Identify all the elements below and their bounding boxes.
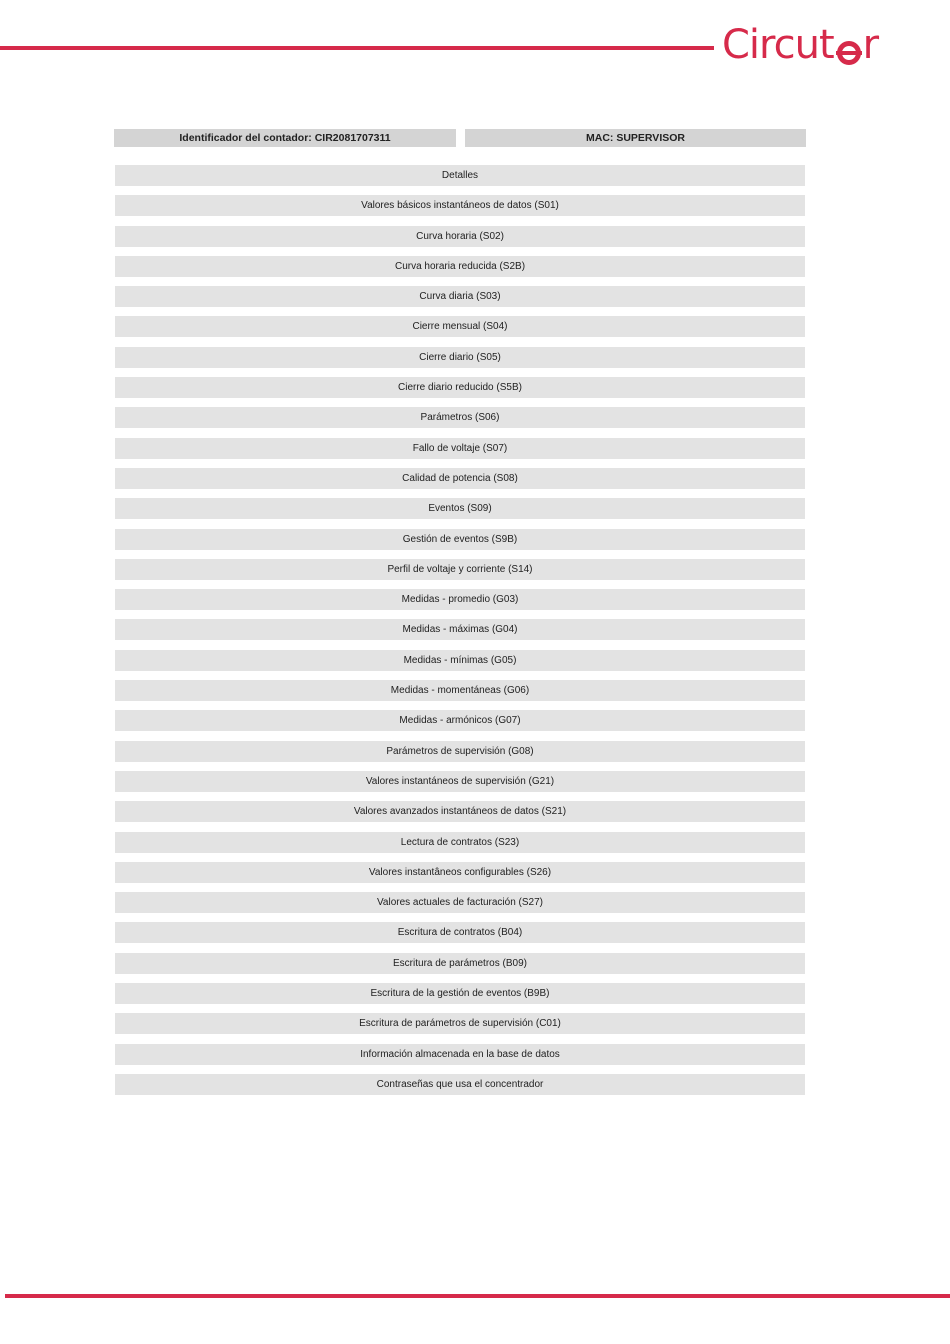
meter-info-header — [114, 129, 806, 147]
menu-item-g05[interactable]: Medidas - mínimas (G05) — [115, 650, 805, 671]
menu-item-s9b[interactable]: Gestión de eventos (S9B) — [115, 529, 805, 550]
menu-item-s05[interactable]: Cierre diario (S05) — [115, 347, 805, 368]
menu-item-s04[interactable]: Cierre mensual (S04) — [115, 316, 805, 337]
menu-item-s21[interactable]: Valores avanzados instantáneos de datos (S21) — [115, 801, 805, 822]
menu-item-s03[interactable]: Curva diaria (S03) — [115, 286, 805, 307]
meter-id-label: Identificador del contador: CIR2081707311 — [114, 129, 456, 147]
logo-text-right: r — [862, 22, 879, 68]
menu-item-g06[interactable]: Medidas - momentáneas (G06) — [115, 680, 805, 701]
menu-item-passwords[interactable]: Contraseñas que usa el concentrador — [115, 1074, 805, 1095]
menu-item-c01[interactable]: Escritura de parámetros de supervisión (C01) — [115, 1013, 805, 1034]
menu-item-s06[interactable]: Parámetros (S06) — [115, 407, 805, 428]
header-accent-line — [0, 46, 714, 50]
menu-item-s2b[interactable]: Curva horaria reducida (S2B) — [115, 256, 805, 277]
menu-item-s26[interactable]: Valores instantâneos configurables (S26) — [115, 862, 805, 883]
menu-item-g08[interactable]: Parámetros de supervisión (G08) — [115, 741, 805, 762]
menu-item-s09[interactable]: Eventos (S09) — [115, 498, 805, 519]
section-menu — [115, 165, 805, 1104]
circutor-logo — [722, 22, 878, 68]
logo-text-left: Circut — [722, 22, 834, 68]
menu-item-s08[interactable]: Calidad de potencia (S08) — [115, 468, 805, 489]
logo-ring-icon — [836, 33, 862, 59]
menu-item-detalles[interactable]: Detalles — [115, 165, 805, 186]
menu-item-s07[interactable]: Fallo de voltaje (S07) — [115, 438, 805, 459]
menu-item-g04[interactable]: Medidas - máximas (G04) — [115, 619, 805, 640]
menu-item-s23[interactable]: Lectura de contratos (S23) — [115, 832, 805, 853]
menu-item-s02[interactable]: Curva horaria (S02) — [115, 226, 805, 247]
menu-item-s01[interactable]: Valores básicos instantáneos de datos (S01) — [115, 195, 805, 216]
menu-item-s14[interactable]: Perfil de voltaje y corriente (S14) — [115, 559, 805, 580]
menu-item-b04[interactable]: Escritura de contratos (B04) — [115, 922, 805, 943]
menu-item-s27[interactable]: Valores actuales de facturación (S27) — [115, 892, 805, 913]
menu-item-g07[interactable]: Medidas - armónicos (G07) — [115, 710, 805, 731]
menu-item-database-info[interactable]: Información almacenada en la base de datos — [115, 1044, 805, 1065]
footer-accent-line — [5, 1294, 950, 1298]
menu-item-b9b[interactable]: Escritura de la gestión de eventos (B9B) — [115, 983, 805, 1004]
menu-item-b09[interactable]: Escritura de parámetros (B09) — [115, 953, 805, 974]
mac-label: MAC: SUPERVISOR — [465, 129, 806, 147]
menu-item-g03[interactable]: Medidas - promedio (G03) — [115, 589, 805, 610]
menu-item-g21[interactable]: Valores instantáneos de supervisión (G21) — [115, 771, 805, 792]
menu-item-s5b[interactable]: Cierre diario reducido (S5B) — [115, 377, 805, 398]
